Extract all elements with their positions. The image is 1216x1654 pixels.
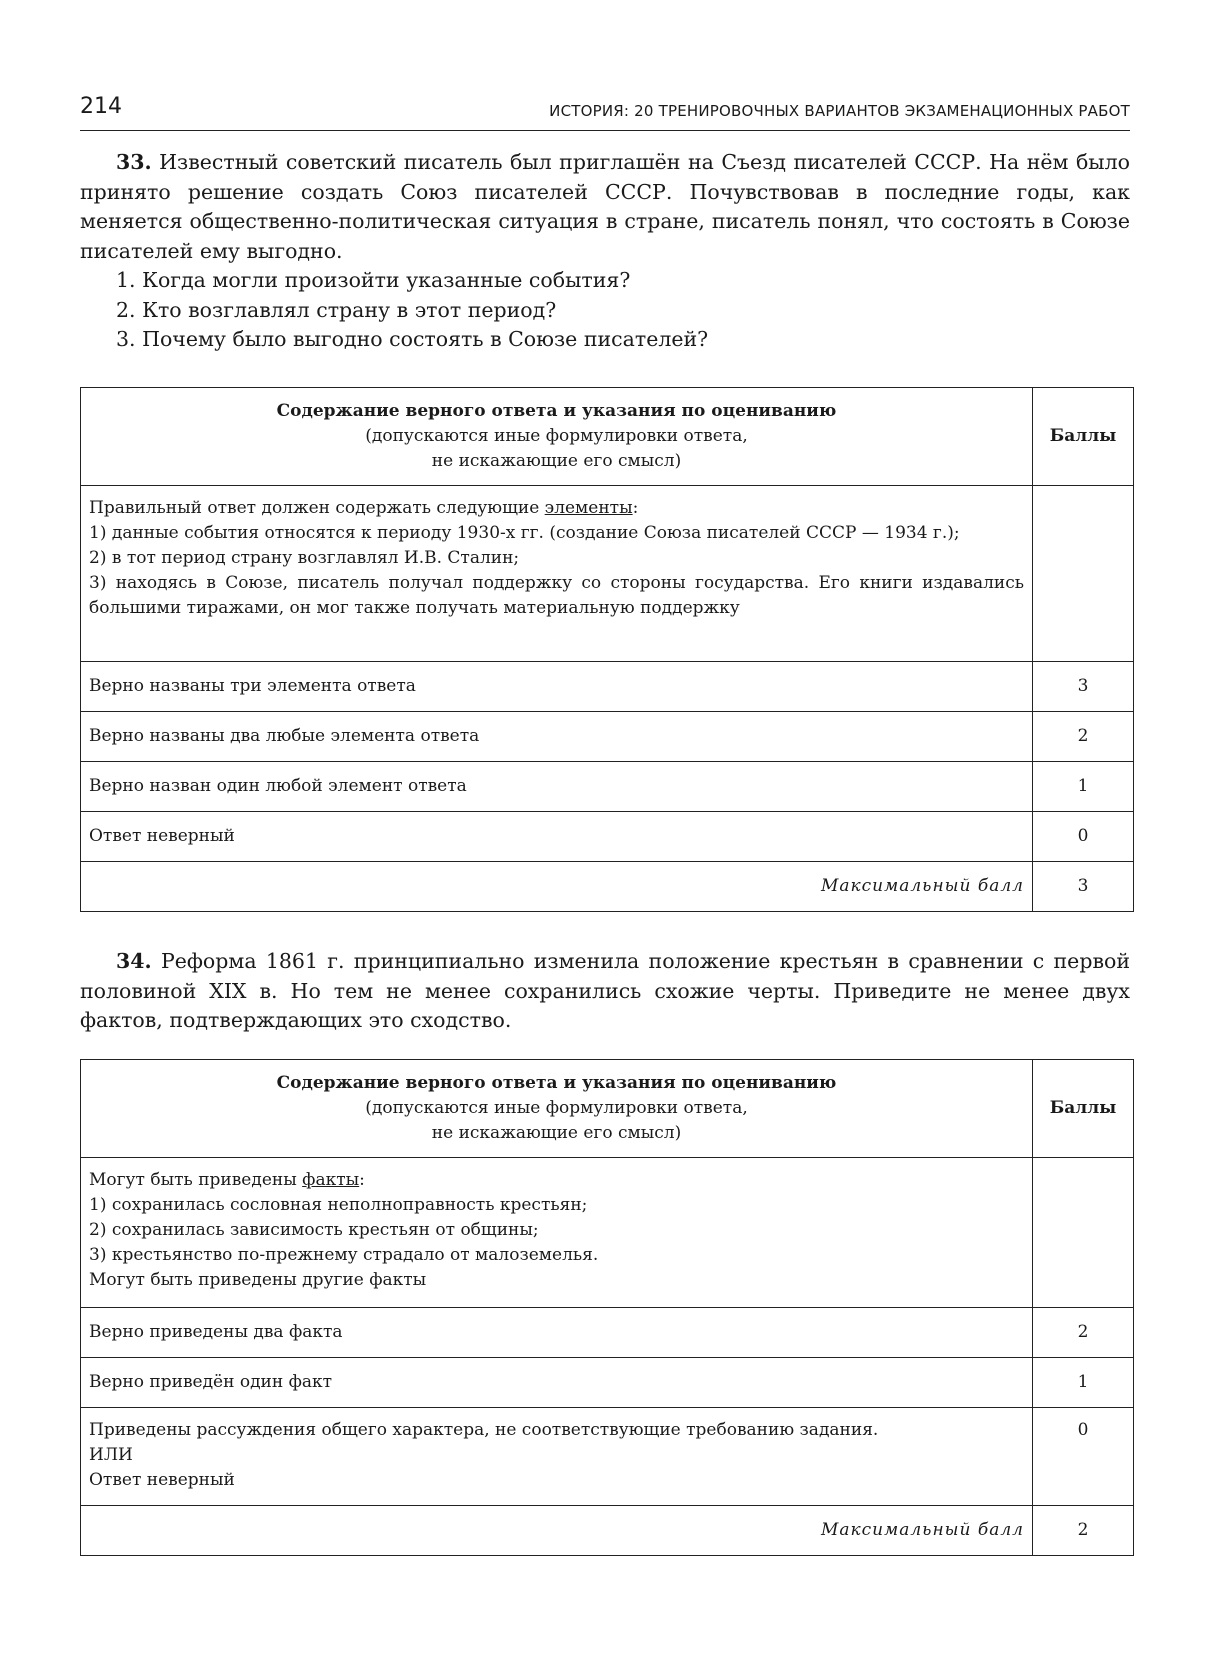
criterion-score: 0 [1033, 1408, 1134, 1506]
answer-row [81, 486, 1134, 662]
task-34-number: 34. [116, 949, 152, 973]
content-header-note: не искажающие его смысл) [431, 451, 682, 471]
max-score-label: Максимальный балл [81, 1506, 1033, 1556]
criterion-score: 1 [1033, 762, 1134, 812]
answer-element: 1) сохранилась сословная неполноправность крестьян; [89, 1195, 588, 1215]
task-33-question: 3. Почему было выгодно состоять в Союзе писателей? [116, 327, 709, 351]
criterion-text: Верно назван один любой элемент ответа [81, 762, 1033, 812]
criterion-row [81, 1358, 1134, 1408]
content-header-note: (допускаются иные формулировки ответа, [365, 1098, 748, 1118]
max-score-row [81, 862, 1134, 912]
answer-content [81, 486, 1033, 662]
criterion-row [81, 1308, 1134, 1358]
criterion-text: Верно приведён один факт [81, 1358, 1033, 1408]
content-header-note: (допускаются иные формулировки ответа, [365, 426, 748, 446]
content-header-title: Содержание верного ответа и указания по оцениванию [276, 401, 837, 421]
criterion-text: Ответ неверный [81, 812, 1033, 862]
answer-row [81, 1158, 1134, 1308]
running-title: ИСТОРИЯ: 20 ТРЕНИРОВОЧНЫХ ВАРИАНТОВ ЭКЗАМЕНАЦИОННЫХ РАБОТ [549, 102, 1130, 120]
task-33 [80, 148, 1130, 355]
content-header [81, 1060, 1033, 1158]
max-score-label: Максимальный балл [81, 862, 1033, 912]
criterion-row [81, 1408, 1134, 1506]
answer-score-empty [1033, 1158, 1134, 1308]
content-header-title: Содержание верного ответа и указания по оцениванию [276, 1073, 837, 1093]
criterion-line: Ответ неверный [89, 1470, 235, 1490]
score-header: Баллы [1033, 388, 1134, 486]
criterion-score: 2 [1033, 712, 1134, 762]
criterion-row [81, 662, 1134, 712]
criterion-score: 1 [1033, 1358, 1134, 1408]
task-33-grading-table [80, 387, 1134, 912]
content-header [81, 388, 1033, 486]
max-score-row [81, 1506, 1134, 1556]
score-header: Баллы [1033, 1060, 1134, 1158]
table-header-row [81, 1060, 1134, 1158]
criterion-text: Верно названы два любые элемента ответа [81, 712, 1033, 762]
criterion-text: Верно названы три элемента ответа [81, 662, 1033, 712]
task-33-body: Известный советский писатель был приглашён на Съезд писателей СССР. На нём было принято решение создать Союз писателей СССР. Почувствовав в последние годы, как меняется общественно-политическая ситуация в стране, писатель понял, что состоять в Союзе писателей ему выгодно. [80, 150, 1130, 263]
page-number: 214 [80, 94, 122, 119]
answer-intro: Могут быть приведены факты: [89, 1170, 365, 1190]
task-33-question: 1. Когда могли произойти указанные события? [116, 268, 631, 292]
task-33-question: 2. Кто возглавлял страну в этот период? [116, 297, 557, 322]
task-33-text [80, 148, 1130, 266]
answer-element: 2) в тот период страну возглавлял И.В. Сталин; [89, 548, 520, 568]
task-34-text [80, 947, 1130, 1036]
answer-element: 2) сохранилась зависимость крестьян от общины; [89, 1220, 539, 1240]
task-34-body: Реформа 1861 г. принципиально изменила положение крестьян в сравнении с первой половиной XIX в. Но тем не менее сохранились схожие черты. Приведите не менее двух фактов, подтверждающих это сходство. [80, 949, 1130, 1032]
answer-content [81, 1158, 1033, 1308]
answer-intro: Правильный ответ должен содержать следующие элементы: [89, 498, 639, 518]
answer-element: 1) данные события относятся к периоду 1930-х гг. (создание Союза писателей СССР — 1934 г.); [89, 523, 960, 543]
criterion-text [81, 1408, 1033, 1506]
content-header-note: не искажающие его смысл) [431, 1123, 682, 1143]
criterion-row [81, 812, 1134, 862]
answer-element: 3) находясь в Союзе, писатель получал поддержку со стороны государства. Его книги издавались большими тиражами, он мог также получать материальную поддержку [89, 573, 1024, 618]
max-score-value: 2 [1033, 1506, 1134, 1556]
criterion-line: Приведены рассуждения общего характера, не соответствующие требованию задания. [89, 1420, 879, 1440]
criterion-score: 3 [1033, 662, 1134, 712]
task-34-grading-table [80, 1059, 1134, 1556]
answer-element: 3) крестьянство по-прежнему страдало от малоземелья. [89, 1245, 599, 1265]
task-33-number: 33. [116, 150, 152, 174]
criterion-row [81, 762, 1134, 812]
answer-score-empty [1033, 486, 1134, 662]
answer-element: Могут быть приведены другие факты [89, 1270, 427, 1290]
criterion-text: Верно приведены два факта [81, 1308, 1033, 1358]
page-header [80, 88, 1130, 131]
criterion-score: 0 [1033, 812, 1134, 862]
criterion-score: 2 [1033, 1308, 1134, 1358]
max-score-value: 3 [1033, 862, 1134, 912]
table-header-row [81, 388, 1134, 486]
criterion-line: ИЛИ [89, 1445, 133, 1465]
criterion-row [81, 712, 1134, 762]
task-34 [80, 947, 1130, 1036]
